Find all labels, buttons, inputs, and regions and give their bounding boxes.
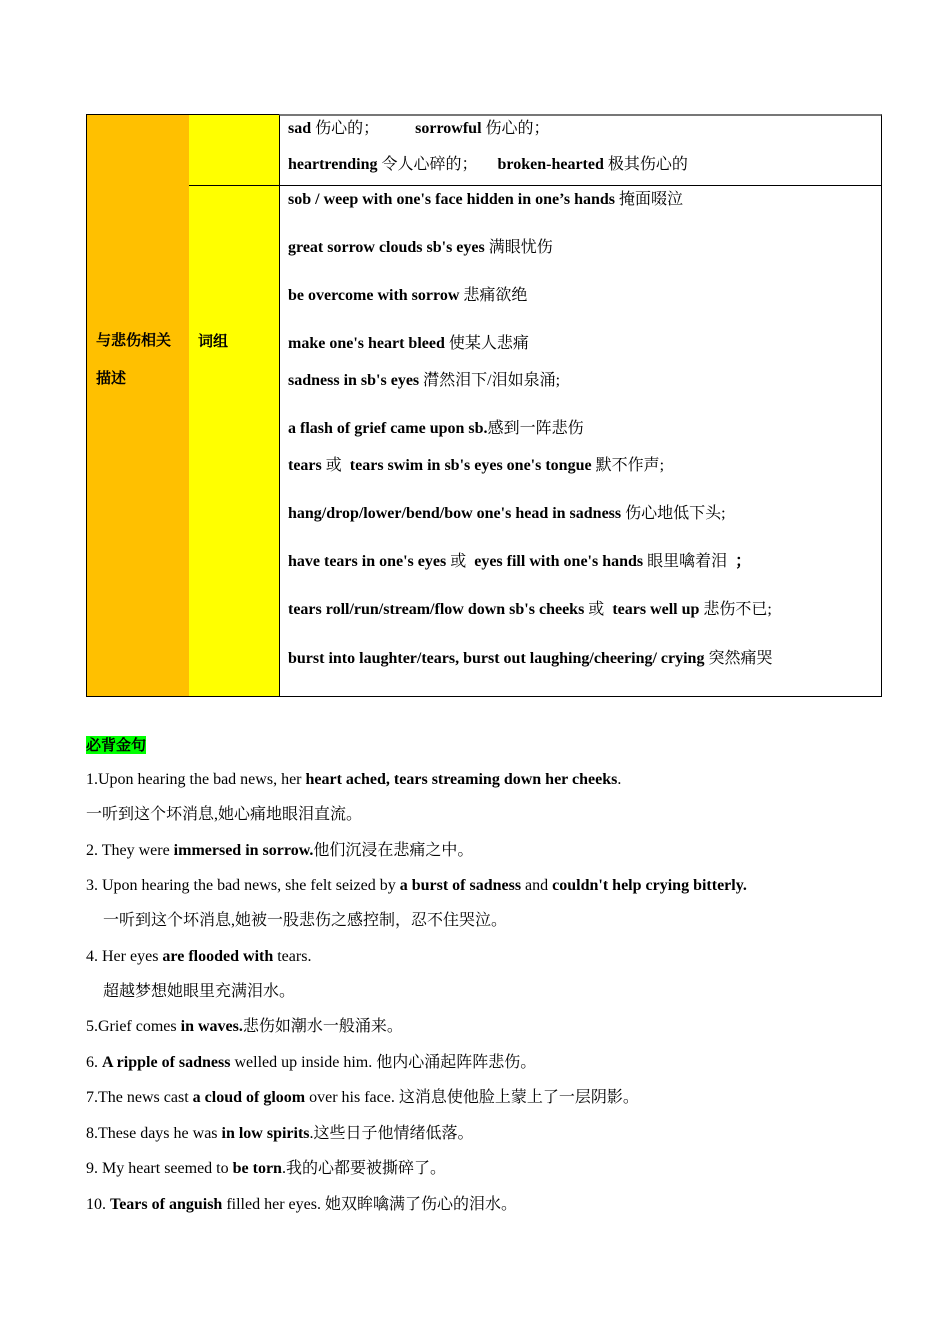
text: 1.Upon hearing the bad news, her — [86, 771, 306, 788]
bold-text: sadness in sb's eyes — [288, 372, 420, 389]
bold-text: be torn — [232, 1160, 282, 1177]
sentence-line — [86, 876, 747, 896]
bold-text: are flooded with — [162, 948, 274, 965]
sentence-line — [86, 1195, 517, 1215]
text: 掩面啜泣 — [615, 191, 684, 208]
sentence-line — [86, 841, 473, 861]
sentence-line — [103, 911, 507, 931]
text: 4. Her eyes — [86, 948, 163, 965]
bold-text: in waves. — [180, 1018, 243, 1035]
bold-text: tears — [288, 457, 322, 474]
text: 超越梦想她眼里充满泪水。 — [103, 983, 296, 1000]
sentence-line — [103, 982, 295, 1002]
subcategory-cell-empty — [189, 114, 280, 186]
sentence-line — [86, 770, 621, 790]
bold-text: make one's heart bleed — [288, 335, 445, 352]
text: 令人心碎的； — [377, 156, 498, 173]
subcategory-label: 词组 — [198, 332, 229, 350]
adjectives-cell — [279, 114, 882, 186]
bold-text: burst into laughter/tears, burst out laughing/cheering/ crying — [288, 650, 705, 667]
text: . — [617, 771, 622, 788]
phrase-line — [288, 286, 527, 306]
sentence-line — [86, 1159, 446, 1179]
bold-text: heart ached, tears streaming down her cheeks — [305, 771, 618, 788]
bold-text: sorrowful — [415, 120, 482, 137]
bold-text: in low spirits — [221, 1125, 310, 1142]
text: 极其伤心的 — [603, 156, 688, 173]
text: 一听到这个坏消息,她心痛地眼泪直流。 — [86, 806, 363, 823]
bold-text: heartrending — [288, 156, 378, 173]
phrase-line — [288, 371, 560, 391]
phrase-line — [288, 552, 751, 572]
bold-text: a flash of grief came upon sb. — [288, 420, 488, 437]
text: 或 — [446, 553, 475, 570]
sentence-line — [86, 1088, 639, 1108]
bold-text: broken-hearted — [497, 156, 604, 173]
bold-text: hang/drop/lower/bend/bow one's head in sadness — [288, 505, 622, 522]
text: 2. They were — [86, 842, 174, 859]
phrase-line — [288, 504, 726, 524]
section-title-highlight: 必背金句 — [86, 736, 147, 754]
sentence-line — [86, 1053, 536, 1073]
phrase-line — [288, 238, 553, 258]
text: and — [521, 877, 553, 894]
category-label-line2: 描述 — [96, 369, 127, 387]
text: 9. My heart seemed to — [86, 1160, 233, 1177]
text: .我的心都要被撕碎了。 — [281, 1160, 446, 1177]
text: 潸然泪下/泪如泉涌; — [419, 372, 561, 389]
phrases-cell — [279, 185, 882, 697]
text: 使某人悲痛 — [444, 335, 529, 352]
text: 眼里噙着泪 — [643, 553, 736, 570]
bold-text: couldn't help crying bitterly. — [552, 877, 747, 894]
bold-text: sad — [288, 120, 312, 137]
text: over his face. 这消息使他脸上蒙上了一层阴影。 — [305, 1089, 639, 1106]
text: 感到一阵悲伤 — [487, 420, 584, 437]
text: 伤心的； — [311, 120, 416, 137]
text: 悲伤如潮水一般涌来。 — [242, 1018, 403, 1035]
text: .这些日子他情绪低落。 — [309, 1125, 474, 1142]
text: 8.These days he was — [86, 1125, 222, 1142]
text: 满眼忧伤 — [484, 239, 553, 256]
text: 7.The news cast — [86, 1089, 193, 1106]
phrase-line — [288, 649, 772, 669]
text: 或 — [321, 457, 350, 474]
bold-text: ； — [735, 553, 752, 570]
bold-text: sob / weep with one's face hidden in one’s hands — [288, 191, 616, 208]
text: 悲痛欲绝 — [459, 287, 528, 304]
text: filled her eyes. 她双眸噙满了伤心的泪水。 — [222, 1196, 517, 1213]
phrase-line — [288, 419, 584, 439]
sentence-line — [86, 1124, 474, 1144]
phrase-line — [288, 334, 529, 354]
bold-text: have tears in one's eyes — [288, 553, 447, 570]
text: 6. — [86, 1054, 102, 1071]
bold-text: eyes fill with one's hands — [474, 553, 644, 570]
text: welled up inside him. 他内心涌起阵阵悲伤。 — [230, 1054, 537, 1071]
sentence-line — [86, 1017, 403, 1037]
text: 伤心的； — [481, 120, 550, 137]
text: 一听到这个坏消息,她被一股悲伤之感控制，忍不住哭泣。 — [103, 912, 508, 929]
adjective-line — [288, 119, 550, 139]
phrase-line — [288, 600, 772, 620]
phrase-line — [288, 190, 683, 210]
bold-text: tears swim in sb's eyes one's tongue — [349, 457, 592, 474]
sentence-line — [86, 805, 362, 825]
subcategory-cell — [189, 185, 280, 697]
text: 或 — [584, 601, 613, 618]
text: 伤心地低下头; — [621, 505, 726, 522]
category-label-line1: 与悲伤相关 — [96, 331, 172, 349]
phrase-line — [288, 456, 664, 476]
sentence-line — [86, 947, 311, 967]
bold-text: tears roll/run/stream/flow down sb's cheeks — [288, 601, 585, 618]
bold-text: Tears of anguish — [110, 1196, 223, 1213]
text: tears. — [273, 948, 312, 965]
bold-text: A ripple of sadness — [102, 1054, 231, 1071]
text: 默不作声; — [591, 457, 665, 474]
text: 5.Grief comes — [86, 1018, 181, 1035]
text: 3. Upon hearing the bad news, she felt seized by — [86, 877, 400, 894]
section-title — [86, 735, 146, 756]
bold-text: be overcome with sorrow — [288, 287, 460, 304]
bold-text: a burst of sadness — [399, 877, 522, 894]
text: 他们沉浸在悲痛之中。 — [313, 842, 474, 859]
text: 悲伤不已; — [699, 601, 772, 618]
text: 10. — [86, 1196, 110, 1213]
text: 突然痛哭 — [704, 650, 773, 667]
bold-text: tears well up — [612, 601, 700, 618]
category-cell — [86, 114, 190, 697]
adjective-line — [288, 155, 688, 175]
bold-text: a cloud of gloom — [192, 1089, 306, 1106]
bold-text: great sorrow clouds sb's eyes — [288, 239, 485, 256]
bold-text: immersed in sorrow. — [173, 842, 314, 859]
